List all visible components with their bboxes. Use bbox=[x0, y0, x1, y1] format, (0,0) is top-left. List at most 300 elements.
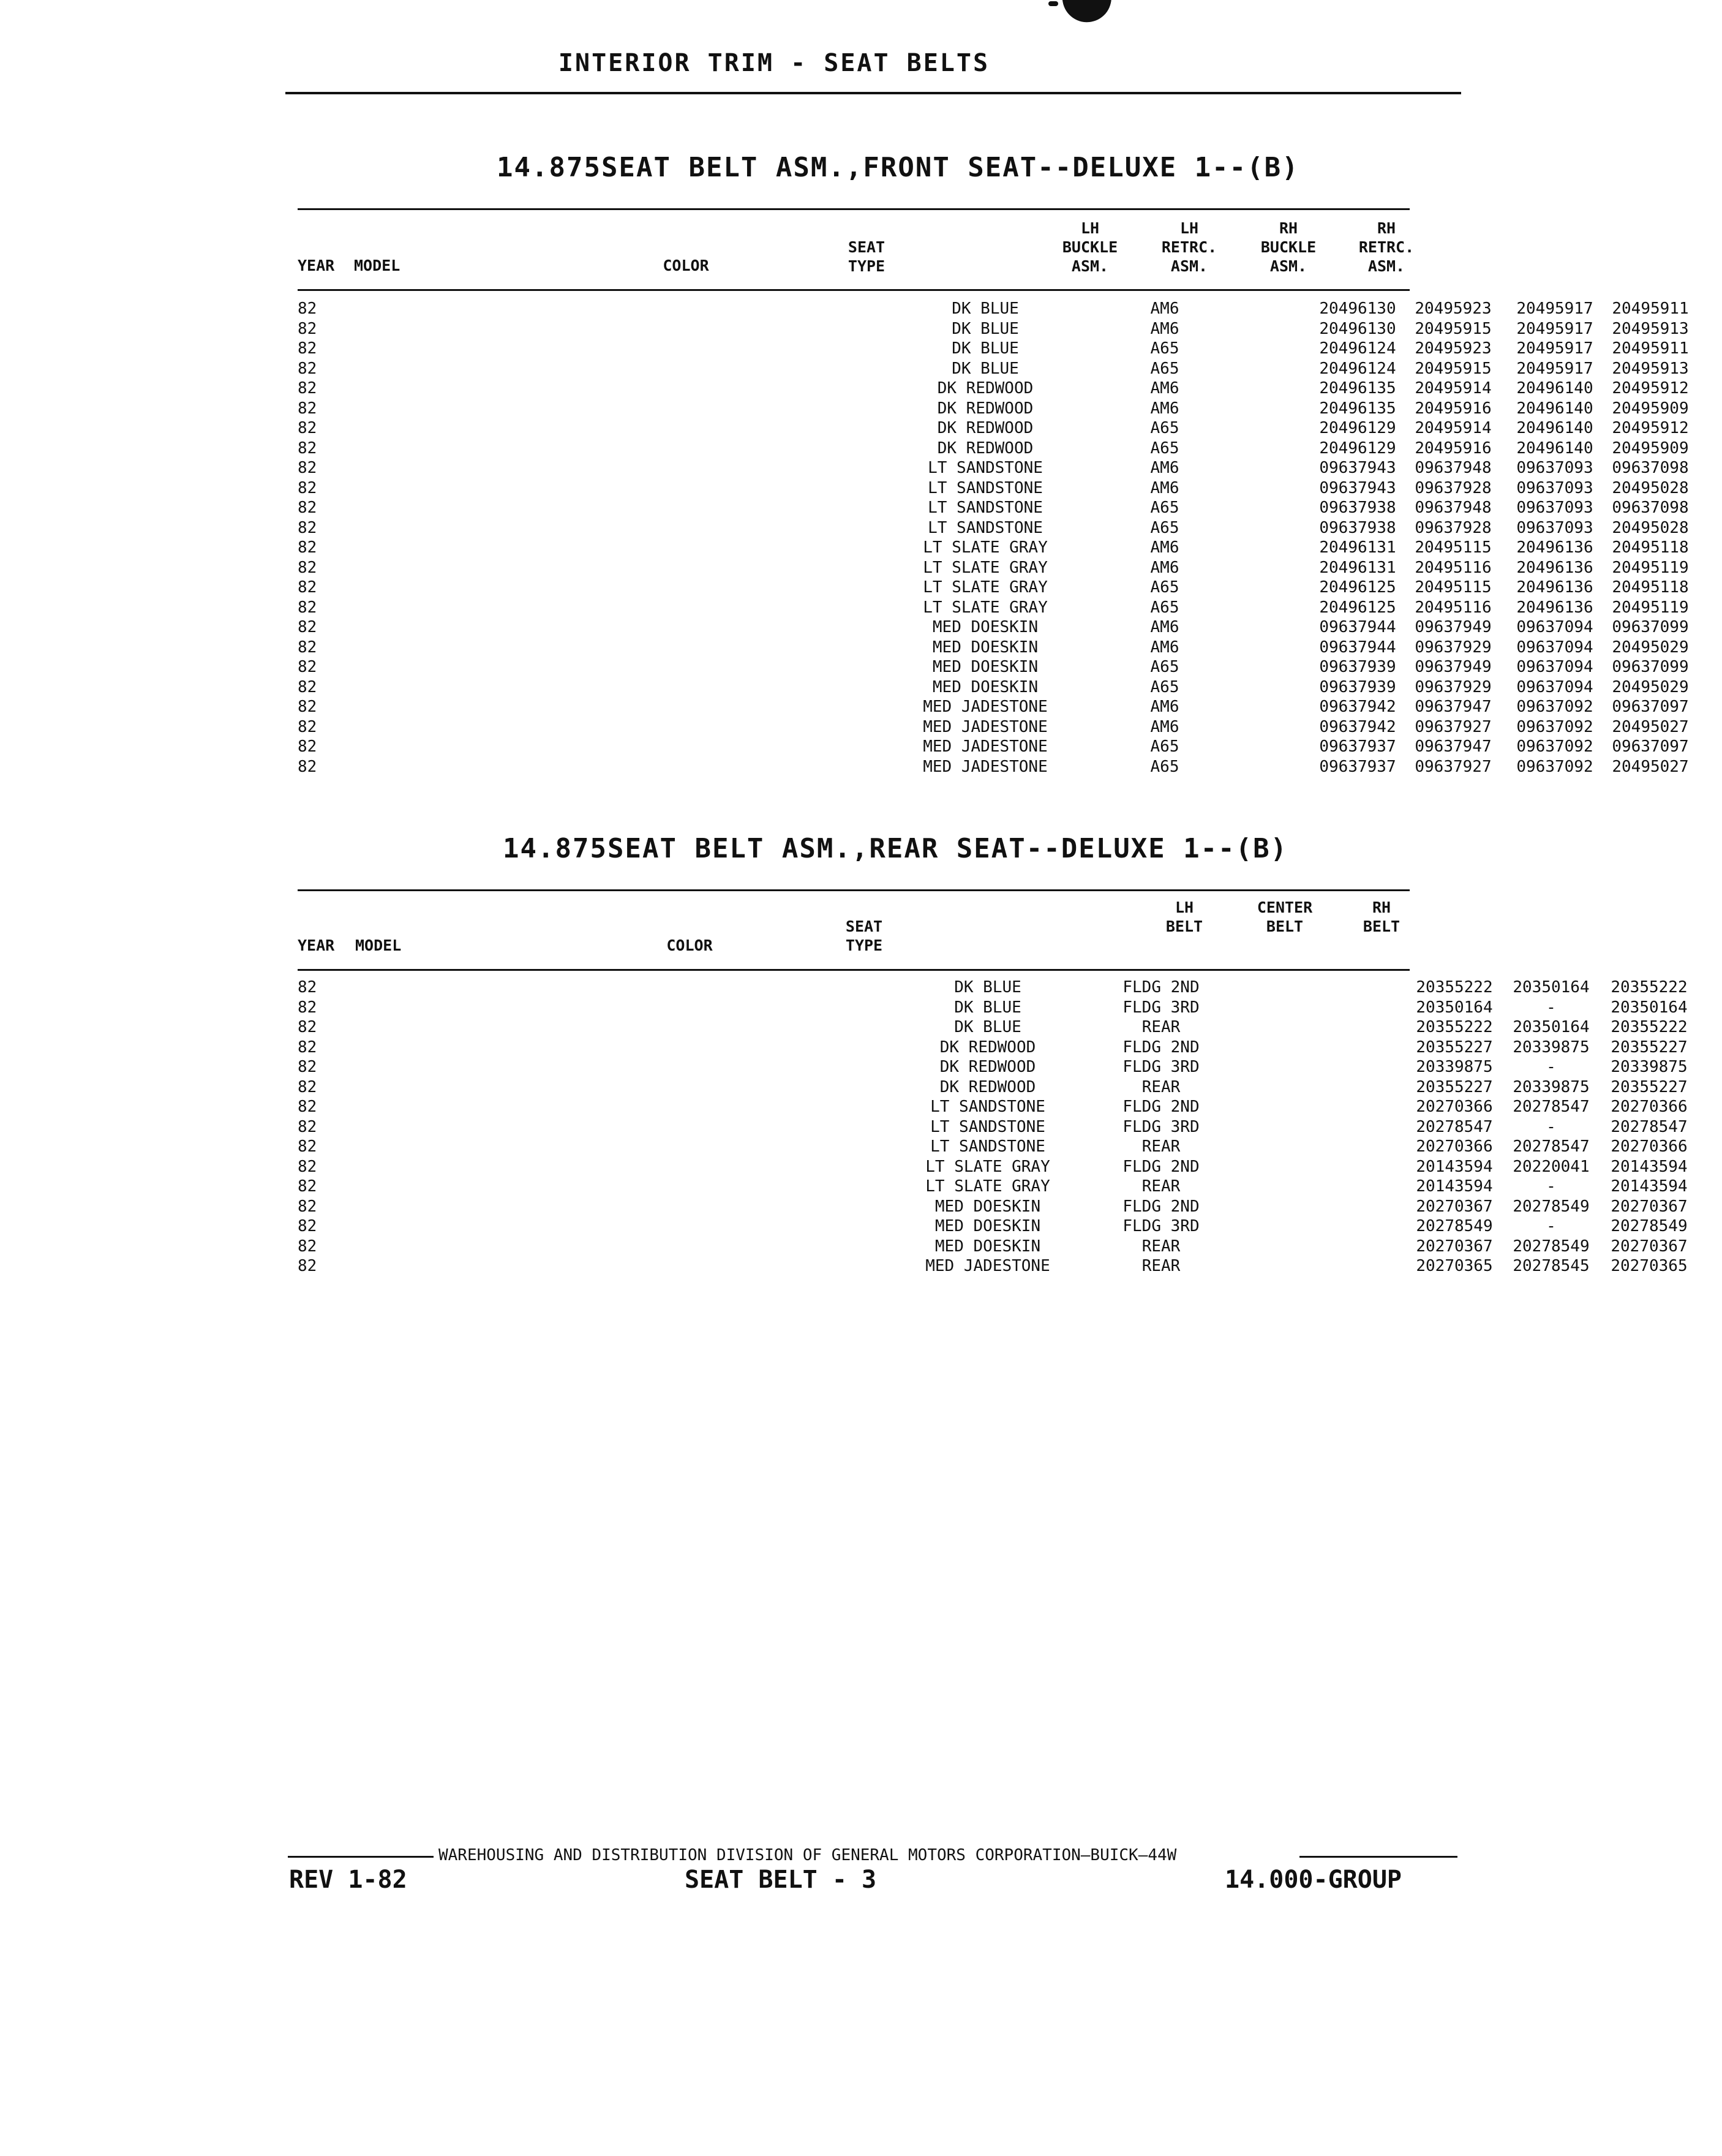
color-cell: DK REDWOOD bbox=[939, 1038, 1036, 1057]
table-row bbox=[298, 697, 1689, 717]
rh-belt-cell: 20270367 bbox=[1611, 1197, 1688, 1216]
lh-buckle-cell: 20496124 bbox=[1319, 339, 1396, 358]
table-row bbox=[298, 1256, 1688, 1276]
rh-retrc-cell: 09637097 bbox=[1612, 737, 1689, 756]
seat-type-cell: REAR bbox=[1141, 1077, 1181, 1096]
table-row bbox=[298, 319, 1689, 339]
year-cell: 82 bbox=[298, 638, 317, 657]
scan-mark bbox=[1048, 1, 1058, 6]
seat-type-cell: AM6 bbox=[1150, 379, 1179, 398]
color-cell: LT SLATE GRAY bbox=[925, 1157, 1050, 1176]
seat-type-cell: AM6 bbox=[1150, 558, 1179, 577]
lh-belt-cell: 20143594 bbox=[1416, 1157, 1493, 1176]
lh-belt-cell: 20270366 bbox=[1416, 1098, 1493, 1116]
rh-buckle-cell: 20496136 bbox=[1516, 578, 1593, 597]
color-cell: MED DOESKIN bbox=[932, 638, 1039, 657]
rh-retrc-cell: 20495912 bbox=[1612, 379, 1689, 398]
color-cell: MED JADESTONE bbox=[923, 737, 1048, 756]
color-cell: LT SLATE GRAY bbox=[923, 598, 1048, 617]
table-row bbox=[298, 978, 1688, 998]
lh-belt-cell: 20355222 bbox=[1416, 1018, 1493, 1036]
lh-retrc-cell: 20495915 bbox=[1415, 359, 1492, 378]
year-cell: 82 bbox=[298, 558, 317, 577]
rh-buckle-cell: 20496136 bbox=[1516, 558, 1593, 577]
rh-belt-cell: 20355222 bbox=[1611, 1018, 1688, 1036]
rh-buckle-cell: 20495917 bbox=[1516, 319, 1593, 338]
year-cell: 82 bbox=[298, 419, 317, 437]
rh-retrc-cell: 20495911 bbox=[1612, 339, 1689, 358]
color-cell: MED DOESKIN bbox=[932, 677, 1039, 696]
table-row bbox=[298, 1216, 1688, 1237]
lh-buckle-cell: 09637943 bbox=[1319, 459, 1396, 477]
rh-belt-cell: 20355227 bbox=[1611, 1077, 1688, 1096]
color-cell: LT SLATE GRAY bbox=[923, 578, 1048, 597]
color-cell: DK REDWOOD bbox=[937, 439, 1034, 458]
color-cell: LT SLATE GRAY bbox=[925, 1177, 1050, 1196]
color-cell: DK BLUE bbox=[952, 300, 1019, 318]
color-cell: DK BLUE bbox=[952, 339, 1019, 358]
lh-retrc-cell: 09637949 bbox=[1415, 658, 1492, 676]
rear-header-color: COLOR bbox=[666, 937, 713, 954]
year-cell: 82 bbox=[298, 1077, 317, 1096]
footer-rule-right bbox=[1299, 1856, 1457, 1858]
table-row bbox=[298, 379, 1689, 399]
seat-type-cell: FLDG 3RD bbox=[1122, 998, 1200, 1017]
center-belt-cell: 20278547 bbox=[1513, 1098, 1590, 1116]
rh-belt-cell: 20143594 bbox=[1611, 1157, 1688, 1176]
lh-retrc-cell: 20495923 bbox=[1415, 339, 1492, 358]
seat-type-cell: FLDG 3RD bbox=[1122, 1217, 1200, 1235]
year-cell: 82 bbox=[298, 379, 317, 398]
center-belt-cell: - bbox=[1546, 1058, 1556, 1076]
year-cell: 82 bbox=[298, 518, 317, 537]
lh-buckle-cell: 20496135 bbox=[1319, 379, 1396, 398]
rear-header-year: YEAR bbox=[298, 937, 335, 954]
year-cell: 82 bbox=[298, 1197, 317, 1216]
table-row bbox=[298, 1157, 1688, 1177]
lh-belt-cell: 20350164 bbox=[1416, 998, 1493, 1017]
center-belt-cell: 20339875 bbox=[1513, 1038, 1590, 1057]
rear-header-center-belt: CENTER BELT bbox=[1257, 899, 1313, 935]
seat-type-cell: REAR bbox=[1141, 1177, 1181, 1196]
color-cell: LT SANDSTONE bbox=[928, 518, 1043, 537]
rh-buckle-cell: 09637094 bbox=[1516, 677, 1593, 696]
lh-belt-cell: 20270367 bbox=[1416, 1197, 1493, 1216]
table-row bbox=[298, 299, 1689, 319]
table-row bbox=[298, 339, 1689, 359]
rh-buckle-cell: 20495917 bbox=[1516, 339, 1593, 358]
table-row bbox=[298, 1237, 1688, 1257]
lh-buckle-cell: 20496131 bbox=[1319, 558, 1396, 577]
footer-revision: REV 1-82 bbox=[289, 1866, 407, 1894]
year-cell: 82 bbox=[298, 1137, 317, 1156]
lh-belt-cell: 20355227 bbox=[1416, 1038, 1493, 1057]
color-cell: DK BLUE bbox=[954, 1018, 1021, 1036]
seat-type-cell: A65 bbox=[1150, 359, 1179, 378]
footer-rule-left bbox=[288, 1856, 434, 1858]
seat-type-cell: REAR bbox=[1141, 1018, 1181, 1036]
color-cell: LT SLATE GRAY bbox=[923, 538, 1048, 557]
rh-buckle-cell: 09637092 bbox=[1516, 737, 1593, 756]
seat-type-cell: A65 bbox=[1150, 419, 1179, 437]
lh-retrc-cell: 20495916 bbox=[1415, 439, 1492, 458]
seat-type-cell: FLDG 3RD bbox=[1122, 1117, 1200, 1136]
lh-belt-cell: 20143594 bbox=[1416, 1177, 1493, 1196]
rh-buckle-cell: 09637092 bbox=[1516, 698, 1593, 716]
rh-buckle-cell: 09637093 bbox=[1516, 459, 1593, 477]
rh-buckle-cell: 09637092 bbox=[1516, 717, 1593, 736]
lh-retrc-cell: 20495916 bbox=[1415, 399, 1492, 418]
table-row bbox=[298, 359, 1689, 379]
rh-buckle-cell: 20496140 bbox=[1516, 439, 1593, 458]
lh-retrc-cell: 09637948 bbox=[1415, 499, 1492, 517]
lh-retrc-cell: 20495115 bbox=[1415, 578, 1492, 597]
rear-section-name: SEAT BELT ASM.,REAR SEAT--DELUXE 1--(B) bbox=[607, 833, 1288, 864]
table-row bbox=[298, 418, 1689, 439]
front-header-color: COLOR bbox=[663, 257, 709, 274]
seat-type-cell: A65 bbox=[1150, 677, 1179, 696]
lh-belt-cell: 20270366 bbox=[1416, 1137, 1493, 1156]
year-cell: 82 bbox=[298, 978, 317, 997]
title-rule bbox=[285, 92, 1461, 94]
rh-belt-cell: 20143594 bbox=[1611, 1177, 1688, 1196]
lh-retrc-cell: 09637947 bbox=[1415, 737, 1492, 756]
year-cell: 82 bbox=[298, 737, 317, 756]
rh-belt-cell: 20355227 bbox=[1611, 1038, 1688, 1057]
lh-retrc-cell: 09637949 bbox=[1415, 618, 1492, 636]
color-cell: DK REDWOOD bbox=[939, 1077, 1036, 1096]
color-cell: MED JADESTONE bbox=[923, 717, 1048, 736]
lh-buckle-cell: 20496129 bbox=[1319, 419, 1396, 437]
center-belt-cell: 20278547 bbox=[1513, 1137, 1590, 1156]
center-belt-cell: - bbox=[1546, 998, 1556, 1017]
rh-buckle-cell: 09637094 bbox=[1516, 638, 1593, 657]
color-cell: DK REDWOOD bbox=[937, 419, 1034, 437]
rh-belt-cell: 20270365 bbox=[1611, 1257, 1688, 1275]
color-cell: MED DOESKIN bbox=[934, 1197, 1041, 1216]
color-cell: DK BLUE bbox=[952, 319, 1019, 338]
rear-header-lh-belt: LH BELT bbox=[1165, 899, 1203, 935]
front-header-model: MODEL bbox=[354, 257, 400, 274]
year-cell: 82 bbox=[298, 339, 317, 358]
lh-buckle-cell: 20496131 bbox=[1319, 538, 1396, 557]
rear-header-rh-belt: RH BELT bbox=[1363, 899, 1401, 935]
rh-retrc-cell: 09637097 bbox=[1612, 698, 1689, 716]
rh-retrc-cell: 20495119 bbox=[1612, 598, 1689, 617]
front-section-title bbox=[436, 152, 1299, 183]
rh-retrc-cell: 20495027 bbox=[1612, 717, 1689, 736]
lh-buckle-cell: 20496125 bbox=[1319, 578, 1396, 597]
color-cell: LT SANDSTONE bbox=[930, 1098, 1045, 1116]
lh-retrc-cell: 20495914 bbox=[1415, 419, 1492, 437]
rear-header-top-rule bbox=[298, 889, 1410, 891]
color-cell: DK REDWOOD bbox=[937, 379, 1034, 398]
year-cell: 82 bbox=[298, 578, 317, 597]
front-section-number: 14.875 bbox=[497, 152, 601, 183]
year-cell: 82 bbox=[298, 1098, 317, 1116]
rh-retrc-cell: 09637099 bbox=[1612, 658, 1689, 676]
table-row bbox=[298, 1117, 1688, 1137]
lh-buckle-cell: 20496124 bbox=[1319, 359, 1396, 378]
color-cell: MED JADESTONE bbox=[923, 757, 1048, 776]
rh-buckle-cell: 20496136 bbox=[1516, 598, 1593, 617]
table-row bbox=[298, 717, 1689, 737]
center-belt-cell: - bbox=[1546, 1117, 1556, 1136]
color-cell: LT SLATE GRAY bbox=[923, 558, 1048, 577]
seat-type-cell: AM6 bbox=[1150, 618, 1179, 636]
year-cell: 82 bbox=[298, 618, 317, 636]
lh-retrc-cell: 09637928 bbox=[1415, 478, 1492, 497]
seat-type-cell: A65 bbox=[1150, 518, 1179, 537]
year-cell: 82 bbox=[298, 459, 317, 477]
table-row bbox=[298, 657, 1689, 677]
scan-blot bbox=[1062, 0, 1115, 26]
table-row bbox=[298, 399, 1689, 419]
color-cell: LT SANDSTONE bbox=[928, 499, 1043, 517]
rear-section-number: 14.875 bbox=[503, 833, 607, 864]
seat-type-cell: A65 bbox=[1150, 439, 1179, 458]
center-belt-cell: 20339875 bbox=[1513, 1077, 1590, 1096]
seat-type-cell: REAR bbox=[1141, 1137, 1181, 1156]
lh-belt-cell: 20355222 bbox=[1416, 978, 1493, 997]
seat-type-cell: AM6 bbox=[1150, 478, 1179, 497]
rear-header-bottom-rule bbox=[298, 969, 1410, 971]
year-cell: 82 bbox=[298, 658, 317, 676]
color-cell: MED JADESTONE bbox=[925, 1257, 1050, 1275]
lh-buckle-cell: 09637938 bbox=[1319, 499, 1396, 517]
year-cell: 82 bbox=[298, 677, 317, 696]
color-cell: LT SANDSTONE bbox=[930, 1137, 1045, 1156]
seat-type-cell: AM6 bbox=[1150, 399, 1179, 418]
lh-retrc-cell: 20495915 bbox=[1415, 319, 1492, 338]
seat-type-cell: FLDG 2ND bbox=[1122, 1098, 1200, 1116]
seat-type-cell: AM6 bbox=[1150, 300, 1179, 318]
rh-retrc-cell: 20495909 bbox=[1612, 399, 1689, 418]
rh-buckle-cell: 20495917 bbox=[1516, 300, 1593, 318]
rh-retrc-cell: 20495028 bbox=[1612, 478, 1689, 497]
table-row bbox=[298, 1097, 1688, 1117]
table-row bbox=[298, 1038, 1688, 1058]
rh-belt-cell: 20355222 bbox=[1611, 978, 1688, 997]
rh-belt-cell: 20270366 bbox=[1611, 1098, 1688, 1116]
table-row bbox=[298, 578, 1689, 598]
table-row bbox=[298, 598, 1689, 618]
year-cell: 82 bbox=[298, 757, 317, 776]
year-cell: 82 bbox=[298, 998, 317, 1017]
rh-retrc-cell: 20495909 bbox=[1612, 439, 1689, 458]
front-header-rh-buckle: RH BUCKLE ASM. bbox=[1260, 219, 1317, 275]
color-cell: LT SANDSTONE bbox=[930, 1117, 1045, 1136]
lh-retrc-cell: 20495115 bbox=[1415, 538, 1492, 557]
table-row bbox=[298, 558, 1689, 578]
center-belt-cell: 20278549 bbox=[1513, 1197, 1590, 1216]
rh-buckle-cell: 20495917 bbox=[1516, 359, 1593, 378]
seat-type-cell: FLDG 3RD bbox=[1122, 1058, 1200, 1076]
rh-retrc-cell: 20495118 bbox=[1612, 538, 1689, 557]
lh-retrc-cell: 20495923 bbox=[1415, 300, 1492, 318]
lh-buckle-cell: 09637943 bbox=[1319, 478, 1396, 497]
year-cell: 82 bbox=[298, 478, 317, 497]
rh-belt-cell: 20278547 bbox=[1611, 1117, 1688, 1136]
table-row bbox=[298, 638, 1689, 658]
rear-section-title bbox=[442, 833, 1288, 864]
color-cell: MED DOESKIN bbox=[932, 618, 1039, 636]
seat-type-cell: A65 bbox=[1150, 757, 1179, 776]
center-belt-cell: 20278545 bbox=[1513, 1257, 1590, 1275]
lh-buckle-cell: 09637939 bbox=[1319, 677, 1396, 696]
rh-belt-cell: 20350164 bbox=[1611, 998, 1688, 1017]
rh-retrc-cell: 20495911 bbox=[1612, 300, 1689, 318]
table-row bbox=[298, 478, 1689, 499]
center-belt-cell: 20350164 bbox=[1513, 978, 1590, 997]
table-row bbox=[298, 1177, 1688, 1197]
rear-header-seat-type: SEAT TYPE bbox=[845, 918, 883, 954]
table-row bbox=[298, 1077, 1688, 1098]
color-cell: LT SANDSTONE bbox=[928, 459, 1043, 477]
rh-belt-cell: 20339875 bbox=[1611, 1058, 1688, 1076]
rh-retrc-cell: 20495118 bbox=[1612, 578, 1689, 597]
year-cell: 82 bbox=[298, 1038, 317, 1057]
table-row bbox=[298, 1197, 1688, 1217]
seat-type-cell: A65 bbox=[1150, 598, 1179, 617]
table-row bbox=[298, 518, 1689, 538]
center-belt-cell: - bbox=[1546, 1177, 1556, 1196]
lh-buckle-cell: 20496130 bbox=[1319, 300, 1396, 318]
table-row bbox=[298, 439, 1689, 459]
lh-buckle-cell: 09637937 bbox=[1319, 757, 1396, 776]
lh-buckle-cell: 09637938 bbox=[1319, 518, 1396, 537]
lh-buckle-cell: 20496125 bbox=[1319, 598, 1396, 617]
rh-retrc-cell: 20495029 bbox=[1612, 677, 1689, 696]
color-cell: DK BLUE bbox=[954, 978, 1021, 997]
rear-header-model: MODEL bbox=[355, 937, 402, 954]
lh-retrc-cell: 09637927 bbox=[1415, 757, 1492, 776]
table-row bbox=[298, 1137, 1688, 1157]
table-row bbox=[298, 757, 1689, 777]
front-section-name: SEAT BELT ASM.,FRONT SEAT--DELUXE 1--(B) bbox=[601, 152, 1299, 183]
year-cell: 82 bbox=[298, 399, 317, 418]
seat-type-cell: AM6 bbox=[1150, 319, 1179, 338]
lh-buckle-cell: 09637937 bbox=[1319, 737, 1396, 756]
year-cell: 82 bbox=[298, 1177, 317, 1196]
footer-group: 14.000-GROUP bbox=[1225, 1866, 1402, 1894]
year-cell: 82 bbox=[298, 598, 317, 617]
footer-division-text: WAREHOUSING AND DISTRIBUTION DIVISION OF GENERAL MOTORS CORPORATION—BUICK—44W bbox=[438, 1846, 1177, 1864]
rh-buckle-cell: 09637093 bbox=[1516, 478, 1593, 497]
rh-buckle-cell: 20496140 bbox=[1516, 399, 1593, 418]
rh-buckle-cell: 09637093 bbox=[1516, 499, 1593, 517]
lh-buckle-cell: 20496135 bbox=[1319, 399, 1396, 418]
rh-retrc-cell: 20495028 bbox=[1612, 518, 1689, 537]
seat-type-cell: AM6 bbox=[1150, 698, 1179, 716]
seat-type-cell: A65 bbox=[1150, 499, 1179, 517]
year-cell: 82 bbox=[298, 1117, 317, 1136]
lh-buckle-cell: 09637944 bbox=[1319, 638, 1396, 657]
lh-buckle-cell: 09637942 bbox=[1319, 698, 1396, 716]
year-cell: 82 bbox=[298, 1018, 317, 1036]
year-cell: 82 bbox=[298, 1058, 317, 1076]
lh-belt-cell: 20339875 bbox=[1416, 1058, 1493, 1076]
seat-type-cell: FLDG 2ND bbox=[1122, 1038, 1200, 1057]
front-header-rh-retrc: RH RETRC. ASM. bbox=[1358, 219, 1415, 275]
table-row bbox=[298, 538, 1689, 558]
year-cell: 82 bbox=[298, 319, 317, 338]
lh-retrc-cell: 20495116 bbox=[1415, 598, 1492, 617]
rh-buckle-cell: 09637094 bbox=[1516, 658, 1593, 676]
lh-belt-cell: 20270365 bbox=[1416, 1257, 1493, 1275]
color-cell: MED JADESTONE bbox=[923, 698, 1048, 716]
rh-buckle-cell: 20496140 bbox=[1516, 379, 1593, 398]
rh-belt-cell: 20278549 bbox=[1611, 1217, 1688, 1235]
year-cell: 82 bbox=[298, 1257, 317, 1275]
lh-retrc-cell: 09637948 bbox=[1415, 459, 1492, 477]
color-cell: DK REDWOOD bbox=[939, 1058, 1036, 1076]
front-header-bottom-rule bbox=[298, 289, 1410, 291]
center-belt-cell: 20278549 bbox=[1513, 1237, 1590, 1256]
front-header-lh-retrc: LH RETRC. ASM. bbox=[1161, 219, 1217, 275]
seat-type-cell: FLDG 2ND bbox=[1122, 1197, 1200, 1216]
seat-type-cell: AM6 bbox=[1150, 459, 1179, 477]
rh-buckle-cell: 09637094 bbox=[1516, 618, 1593, 636]
lh-retrc-cell: 09637929 bbox=[1415, 677, 1492, 696]
lh-retrc-cell: 09637927 bbox=[1415, 717, 1492, 736]
rh-retrc-cell: 09637099 bbox=[1612, 618, 1689, 636]
rh-belt-cell: 20270367 bbox=[1611, 1237, 1688, 1256]
lh-buckle-cell: 09637939 bbox=[1319, 658, 1396, 676]
lh-buckle-cell: 09637944 bbox=[1319, 618, 1396, 636]
color-cell: MED DOESKIN bbox=[934, 1217, 1041, 1235]
rh-buckle-cell: 20496136 bbox=[1516, 538, 1593, 557]
front-header-lh-buckle: LH BUCKLE ASM. bbox=[1062, 219, 1118, 275]
year-cell: 82 bbox=[298, 538, 317, 557]
year-cell: 82 bbox=[298, 1217, 317, 1235]
year-cell: 82 bbox=[298, 439, 317, 458]
seat-type-cell: FLDG 2ND bbox=[1122, 978, 1200, 997]
seat-type-cell: AM6 bbox=[1150, 638, 1179, 657]
table-row bbox=[298, 677, 1689, 698]
seat-type-cell: A65 bbox=[1150, 339, 1179, 358]
center-belt-cell: - bbox=[1546, 1217, 1556, 1235]
seat-type-cell: A65 bbox=[1150, 737, 1179, 756]
seat-type-cell: REAR bbox=[1141, 1237, 1181, 1256]
front-header-year: YEAR bbox=[298, 257, 335, 274]
lh-buckle-cell: 20496130 bbox=[1319, 319, 1396, 338]
center-belt-cell: 20350164 bbox=[1513, 1018, 1590, 1036]
front-header-top-rule bbox=[298, 208, 1410, 210]
table-row bbox=[298, 498, 1689, 518]
lh-belt-cell: 20278547 bbox=[1416, 1117, 1493, 1136]
rh-retrc-cell: 20495119 bbox=[1612, 558, 1689, 577]
lh-buckle-cell: 09637942 bbox=[1319, 717, 1396, 736]
table-row bbox=[298, 458, 1689, 478]
color-cell: LT SANDSTONE bbox=[928, 478, 1043, 497]
lh-retrc-cell: 09637928 bbox=[1415, 518, 1492, 537]
seat-type-cell: FLDG 2ND bbox=[1122, 1157, 1200, 1176]
year-cell: 82 bbox=[298, 1237, 317, 1256]
color-cell: DK BLUE bbox=[952, 359, 1019, 378]
rh-retrc-cell: 20495029 bbox=[1612, 638, 1689, 657]
seat-type-cell: A65 bbox=[1150, 658, 1179, 676]
front-header-seat-type: SEAT TYPE bbox=[848, 238, 885, 275]
table-row bbox=[298, 1017, 1688, 1038]
lh-belt-cell: 20270367 bbox=[1416, 1237, 1493, 1256]
color-cell: MED DOESKIN bbox=[932, 658, 1039, 676]
seat-type-cell: REAR bbox=[1141, 1257, 1181, 1275]
year-cell: 82 bbox=[298, 698, 317, 716]
seat-type-cell: AM6 bbox=[1150, 538, 1179, 557]
lh-belt-cell: 20355227 bbox=[1416, 1077, 1493, 1096]
center-belt-cell: 20220041 bbox=[1513, 1157, 1590, 1176]
